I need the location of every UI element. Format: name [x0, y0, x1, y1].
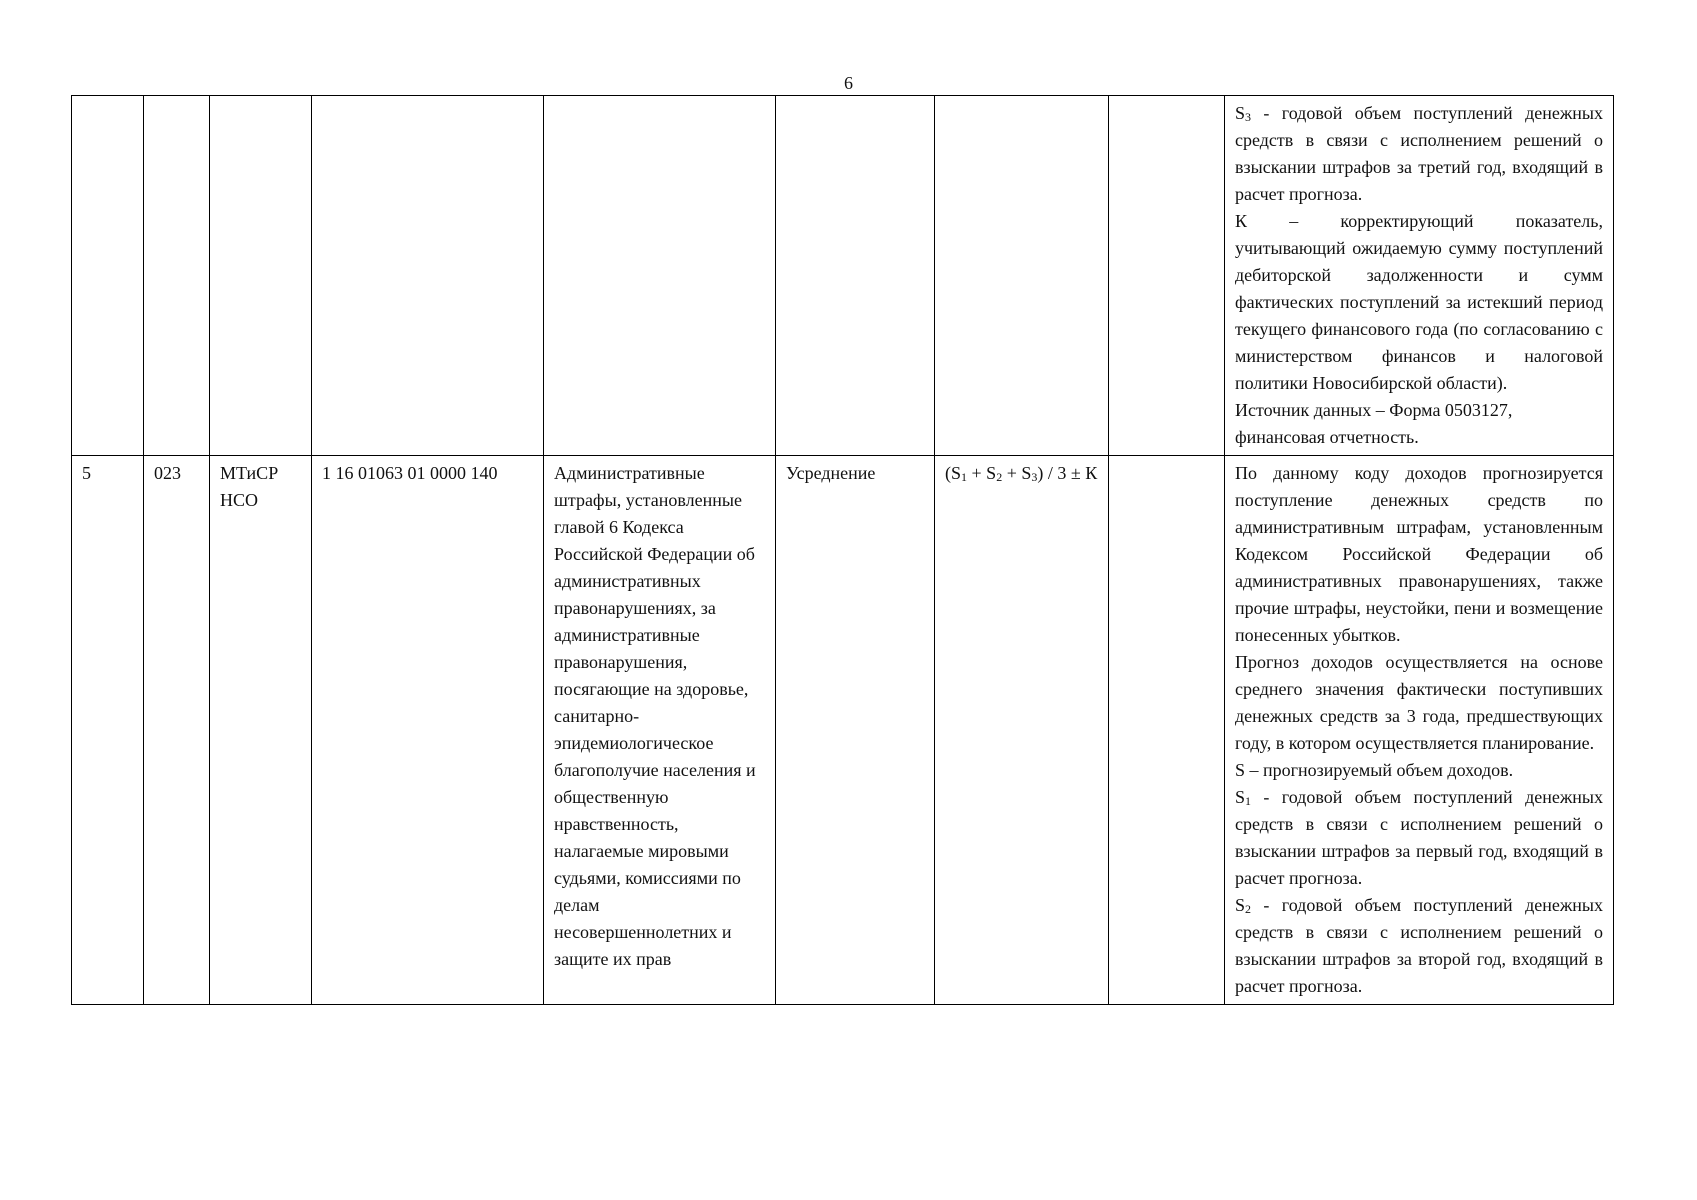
- formula-cell: [935, 96, 1109, 456]
- description-paragraph: $S_3$ - годовой объем поступлений денежных средств в связи с исполнением решений о взыскании штрафов за третий год, входящий в расчет прогноза.: [1235, 103, 1603, 204]
- description-paragraph: К – корректирующий показатель, учитывающий ожидаемую сумму поступлений дебиторской задолженности и сумм фактических поступлений за истекший период текущего финансового года (по согласованию с министерством финансов и налоговой политики Новосибирской области).: [1235, 211, 1603, 393]
- income-name-cell: Административные штрафы, установленные главой 6 Кодекса Российской Федерации об административных правонарушениях, за административные правонарушения, посягающие на здоровье, санитарно-эпидемиологическое благополучие населения и общественную нравственность, налагаемые мировыми судьями, комиссиями по делам несовершеннолетних и защите их прав: [544, 456, 776, 1005]
- income-forecast-table: [71, 95, 1614, 1005]
- page-number: 6: [844, 73, 853, 93]
- description-paragraph: Прогноз доходов осуществляется на основе среднего значения фактически поступивших денежных средств за 3 года, предшествующих году, в котором осуществляется планирование.: [1235, 652, 1603, 753]
- method-cell: Усреднение: [776, 456, 935, 1005]
- kbk-cell: [312, 96, 544, 456]
- kbk-cell: 1 16 01063 01 0000 140: [312, 456, 544, 1005]
- table-row: [72, 456, 1614, 1005]
- description-paragraph: По данному коду доходов прогнозируется поступление денежных средств по административным штрафам, установленным Кодексом Российской Федерации об административных правонарушениях, также прочие штрафы, неустойки, пени и возмещение понесенных убытков.: [1235, 463, 1603, 645]
- method-cell: [776, 96, 935, 456]
- algorithm-cell: [1109, 96, 1225, 456]
- income-name-cell: [544, 96, 776, 456]
- description-paragraph: $S_1$ - годовой объем поступлений денежных средств в связи с исполнением решений о взыскании штрафов за первый год, входящий в расчет прогноза.: [1235, 787, 1603, 888]
- description-paragraph: S – прогнозируемый объем доходов.: [1235, 760, 1514, 780]
- algorithm-cell: [1109, 456, 1225, 1005]
- description-paragraph: $S_2$ - годовой объем поступлений денежных средств в связи с исполнением решений о взыскании штрафов за второй год, входящий в расчет прогноза.: [1235, 895, 1603, 996]
- description-cell: [1225, 96, 1614, 456]
- admin-code-cell: [144, 96, 210, 456]
- admin-name-cell: [210, 96, 312, 456]
- table-row: [72, 96, 1614, 456]
- description-cell: [1225, 456, 1614, 1005]
- data-source-text: Источник данных – Форма 0503127, финансовая отчетность.: [1235, 400, 1513, 447]
- row-number-cell: 5: [72, 456, 144, 1005]
- admin-name-cell: МТиСР НСО: [210, 456, 312, 1005]
- formula-cell: $(S_1 + S_2 + S_3) / 3 \pm К$: [935, 456, 1109, 1005]
- admin-code-cell: 023: [144, 456, 210, 1005]
- row-number-cell: [72, 96, 144, 456]
